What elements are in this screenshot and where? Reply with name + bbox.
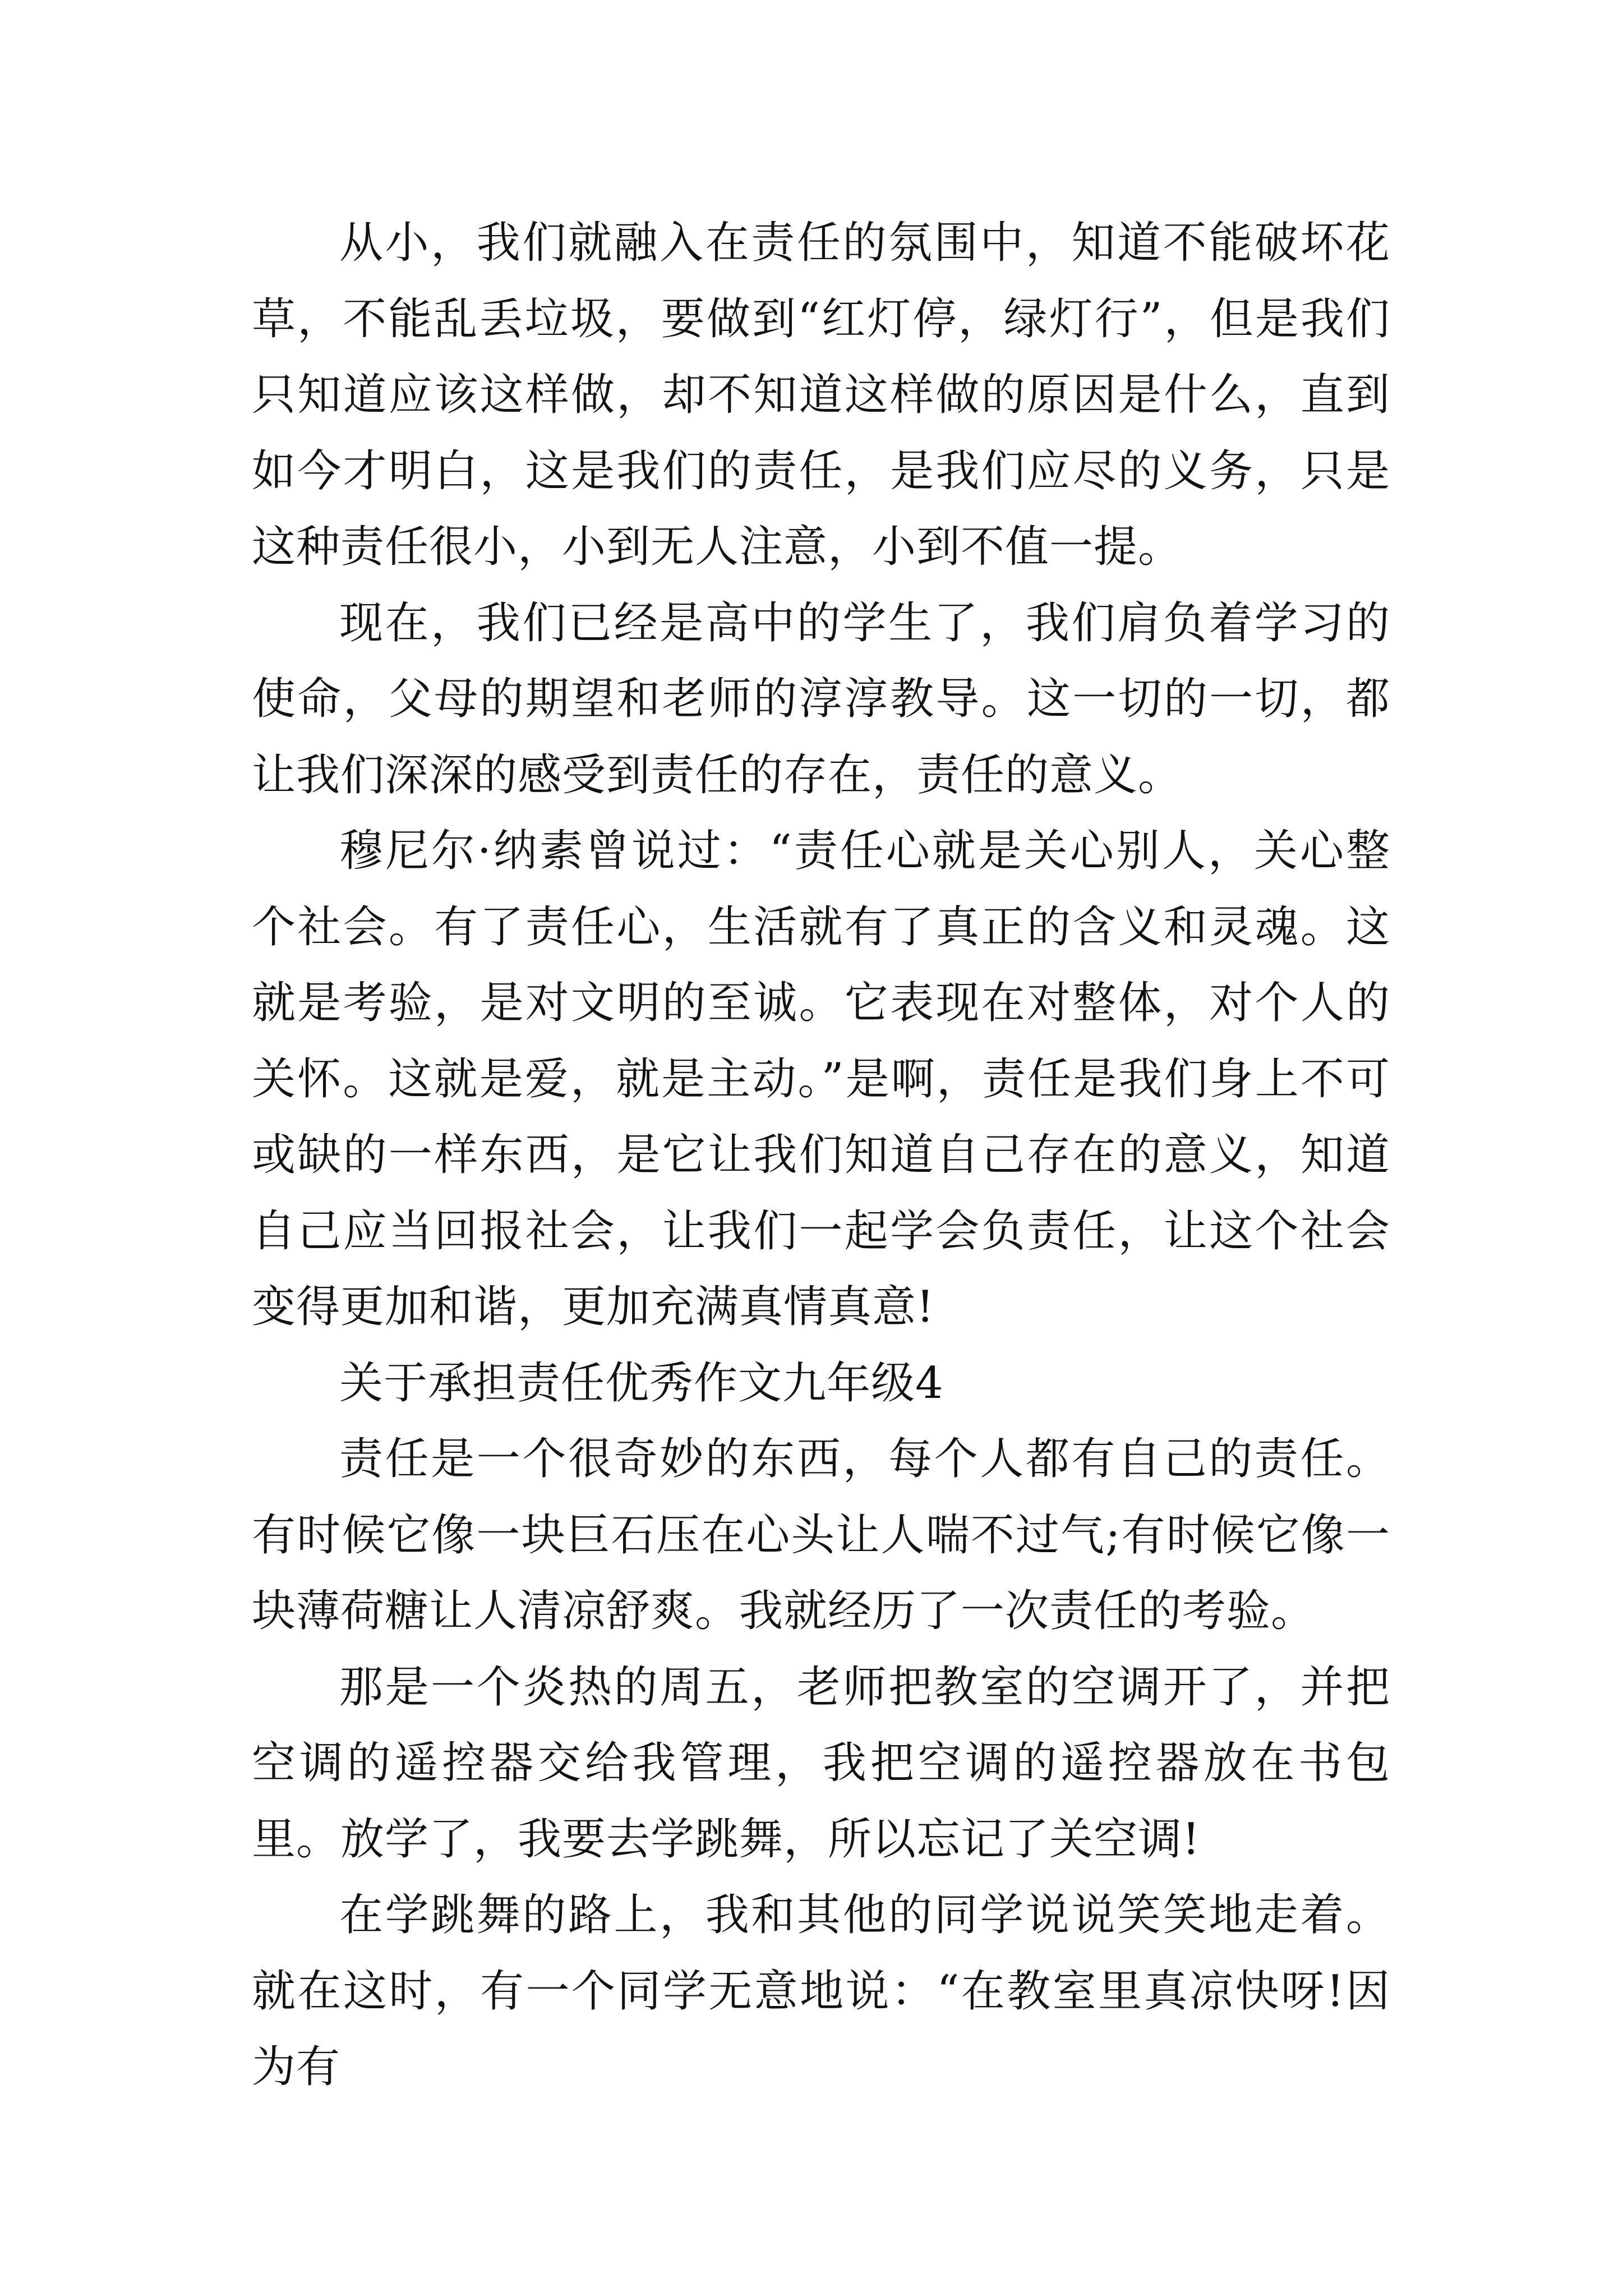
- paragraph-1: 从小，我们就融入在责任的氛围中，知道不能破坏花草，不能乱丢垃圾，要做到“红灯停，绿灯行”，但是我们只知道应该这样做，却不知道这样做的原因是什么，直到如今才明白，这是我们的责任，是我们应尽的义务，只是这种责任很小，小到无人注意，小到不值一提。: [252, 218, 1390, 572]
- section-heading: 关于承担责任优秀作文九年级4: [339, 1358, 944, 1409]
- paragraph-3: 穆尼尔·纳素曾说过：“责任心就是关心别人，关心整个社会。有了责任心，生活就有了真正的含义和灵魂。这就是考验，是对文明的至诚。它表现在对整体，对个人的关怀。这就是爱，就是主动。”是啊，责任是我们身上不可或缺的一样东西，是它让我们知道自己存在的意义，知道自己应当回报社会，让我们一起学会负责任，让这个社会变得更加和谐，更加充满真情真意!: [252, 826, 1390, 1332]
- document-body: [252, 205, 1390, 2106]
- paragraph-2: 现在，我们已经是高中的学生了，我们肩负着学习的使命，父母的期望和老师的淳淳教导。这一切的一切，都让我们深深的感受到责任的存在，责任的意义。: [252, 597, 1390, 800]
- paragraph-6: 在学跳舞的路上，我和其他的同学说说笑笑地走着。就在这时，有一个同学无意地说：“在教室里真凉快呀!因为有: [252, 1890, 1390, 2092]
- paragraph-4: 责任是一个很奇妙的东西，每个人都有自己的责任。有时候它像一块巨石压在心头让人喘不过气;有时候它像一块薄荷糖让人清凉舒爽。我就经历了一次责任的考验。: [252, 1434, 1390, 1636]
- paragraph-5: 那是一个炎热的周五，老师把教室的空调开了，并把空调的遥控器交给我管理，我把空调的遥控器放在书包里。放学了，我要去学跳舞，所以忘记了关空调!: [252, 1662, 1390, 1865]
